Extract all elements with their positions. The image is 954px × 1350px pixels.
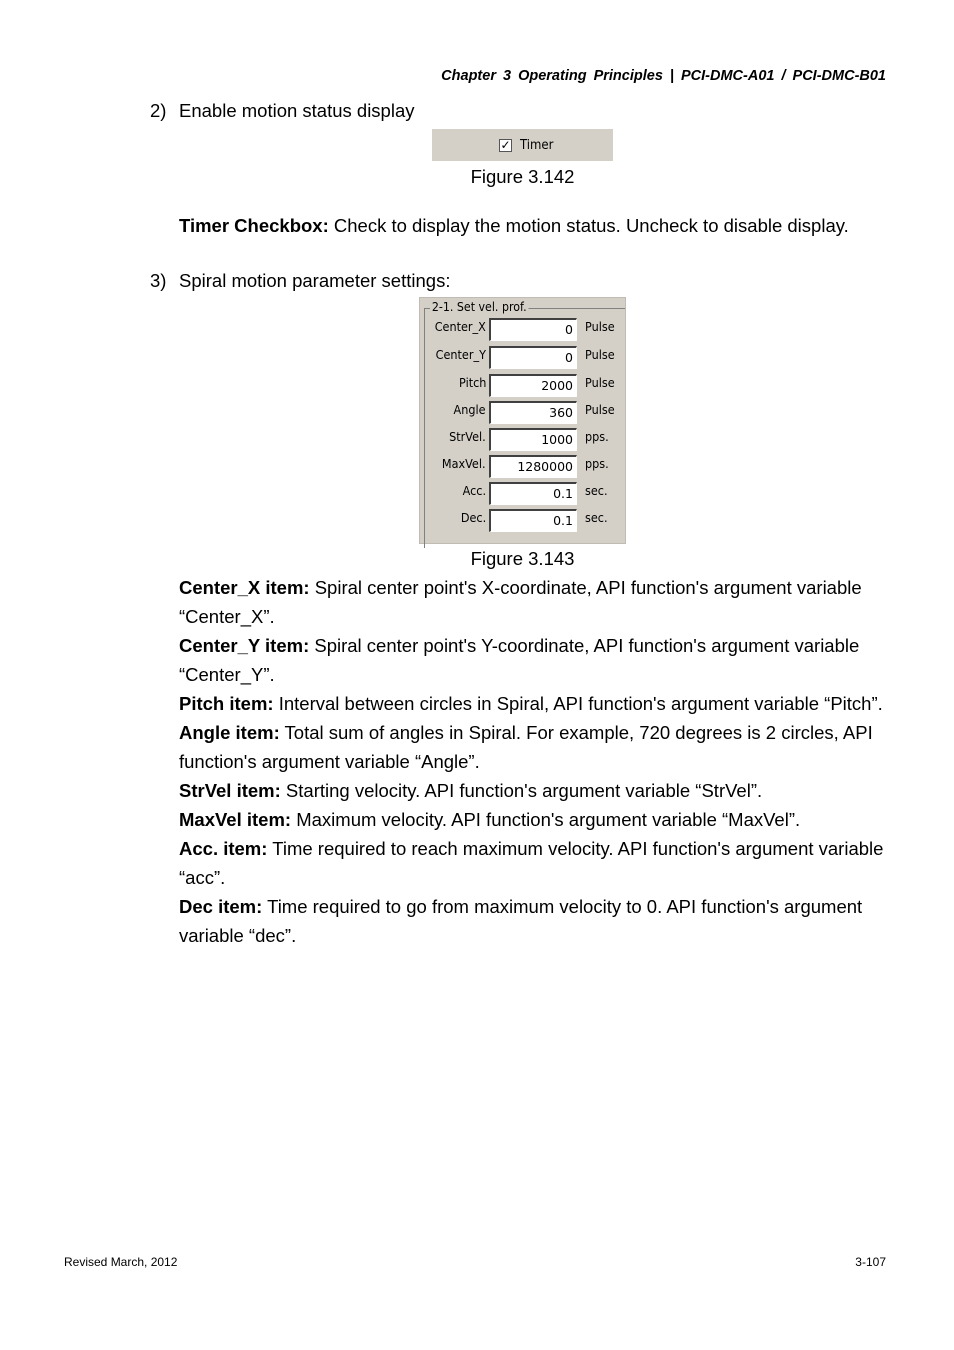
param-row bbox=[420, 428, 627, 452]
page-header: Chapter 3 Operating Principles | PCI-DMC-A01 / PCI-DMC-B01 bbox=[441, 68, 886, 84]
param-row bbox=[420, 509, 627, 533]
param-input[interactable]: 0.1 bbox=[489, 509, 577, 532]
param-label: Center_X bbox=[434, 319, 486, 334]
param-input[interactable]: 360 bbox=[489, 401, 577, 424]
param-row bbox=[420, 455, 627, 479]
param-row bbox=[420, 374, 627, 398]
param-label: Center_Y bbox=[435, 347, 486, 362]
item-description bbox=[179, 776, 899, 805]
item-description bbox=[179, 805, 899, 834]
param-label: Pitch bbox=[458, 375, 486, 390]
term: Dec item: bbox=[179, 896, 263, 917]
param-unit: Pulse bbox=[585, 347, 615, 362]
term-text: Time required to reach maximum velocity. API function's argument variable “acc”. bbox=[179, 838, 884, 888]
step-number: 3) bbox=[150, 270, 167, 291]
param-row bbox=[420, 318, 627, 342]
param-input[interactable]: 0 bbox=[489, 318, 577, 341]
param-row bbox=[420, 482, 627, 506]
step-3 bbox=[150, 270, 450, 292]
step-2 bbox=[150, 100, 415, 122]
term: MaxVel item: bbox=[179, 809, 292, 830]
item-description bbox=[179, 718, 899, 776]
term-text: Check to display the motion status. Uncheck to disable display. bbox=[328, 215, 849, 236]
figure-caption: Figure 3.142 bbox=[470, 166, 575, 187]
param-input[interactable]: 1280000 bbox=[489, 455, 577, 478]
term-text: Total sum of angles in Spiral. For example, 720 degrees is 2 circles, API function's argument variable “Angle”. bbox=[179, 722, 873, 772]
param-label: MaxVel. bbox=[442, 456, 486, 471]
item-descriptions bbox=[179, 573, 899, 950]
param-unit: sec. bbox=[585, 510, 608, 525]
step-text: Spiral motion parameter settings: bbox=[179, 270, 451, 291]
param-input[interactable]: 0.1 bbox=[489, 482, 577, 505]
param-label: Angle bbox=[453, 402, 486, 417]
param-label: StrVel. bbox=[449, 429, 486, 444]
term: StrVel item: bbox=[179, 780, 281, 801]
param-row bbox=[420, 401, 627, 425]
param-unit: sec. bbox=[585, 483, 608, 498]
item-description bbox=[179, 892, 899, 950]
param-unit: Pulse bbox=[585, 375, 615, 390]
param-unit: Pulse bbox=[585, 319, 615, 334]
param-label: Dec. bbox=[460, 510, 486, 525]
param-input[interactable]: 0 bbox=[489, 346, 577, 369]
term-text: Spiral center point's X-coordinate, API function's argument variable “Center_X”. bbox=[179, 577, 862, 627]
param-label: Acc. bbox=[462, 483, 486, 498]
param-row bbox=[420, 346, 627, 370]
step-text: Enable motion status display bbox=[179, 100, 415, 121]
term: Center_Y item: bbox=[179, 635, 310, 656]
term: Timer Checkbox: bbox=[179, 215, 329, 236]
term: Center_X item: bbox=[179, 577, 310, 598]
term-text: Time required to go from maximum velocity to 0. API function's argument variable “dec”. bbox=[179, 896, 863, 946]
timer-description bbox=[179, 211, 849, 240]
spiral-parameter-panel bbox=[419, 297, 626, 544]
term-text: Maximum velocity. API function's argument variable “MaxVel”. bbox=[291, 809, 801, 830]
param-input[interactable]: 2000 bbox=[489, 374, 577, 397]
term-text: Starting velocity. API function's argument variable “StrVel”. bbox=[280, 780, 763, 801]
timer-checkbox-figure bbox=[432, 129, 613, 161]
term: Acc. item: bbox=[179, 838, 268, 859]
term: Angle item: bbox=[179, 722, 280, 743]
step-number: 2) bbox=[150, 100, 167, 121]
item-description bbox=[179, 834, 899, 892]
footer-page-number: 3-107 bbox=[855, 1255, 886, 1269]
param-unit: pps. bbox=[585, 456, 609, 471]
timer-checkbox-label: Timer bbox=[520, 138, 554, 153]
group-title: 2-1. Set vel. prof. bbox=[431, 300, 527, 314]
term: Pitch item: bbox=[179, 693, 274, 714]
param-input[interactable]: 1000 bbox=[489, 428, 577, 451]
item-description bbox=[179, 689, 899, 718]
timer-checkbox[interactable]: ✓ bbox=[500, 138, 511, 152]
param-unit: Pulse bbox=[585, 402, 615, 417]
item-description bbox=[179, 573, 899, 631]
param-unit: pps. bbox=[585, 429, 609, 444]
term-text: Interval between circles in Spiral, API function's argument variable “Pitch”. bbox=[273, 693, 883, 714]
item-description bbox=[179, 631, 899, 689]
term-text: Spiral center point's Y-coordinate, API function's argument variable “Center_Y”. bbox=[179, 635, 860, 685]
footer-revision: Revised March, 2012 bbox=[64, 1255, 178, 1269]
figure-caption: Figure 3.143 bbox=[470, 548, 575, 569]
